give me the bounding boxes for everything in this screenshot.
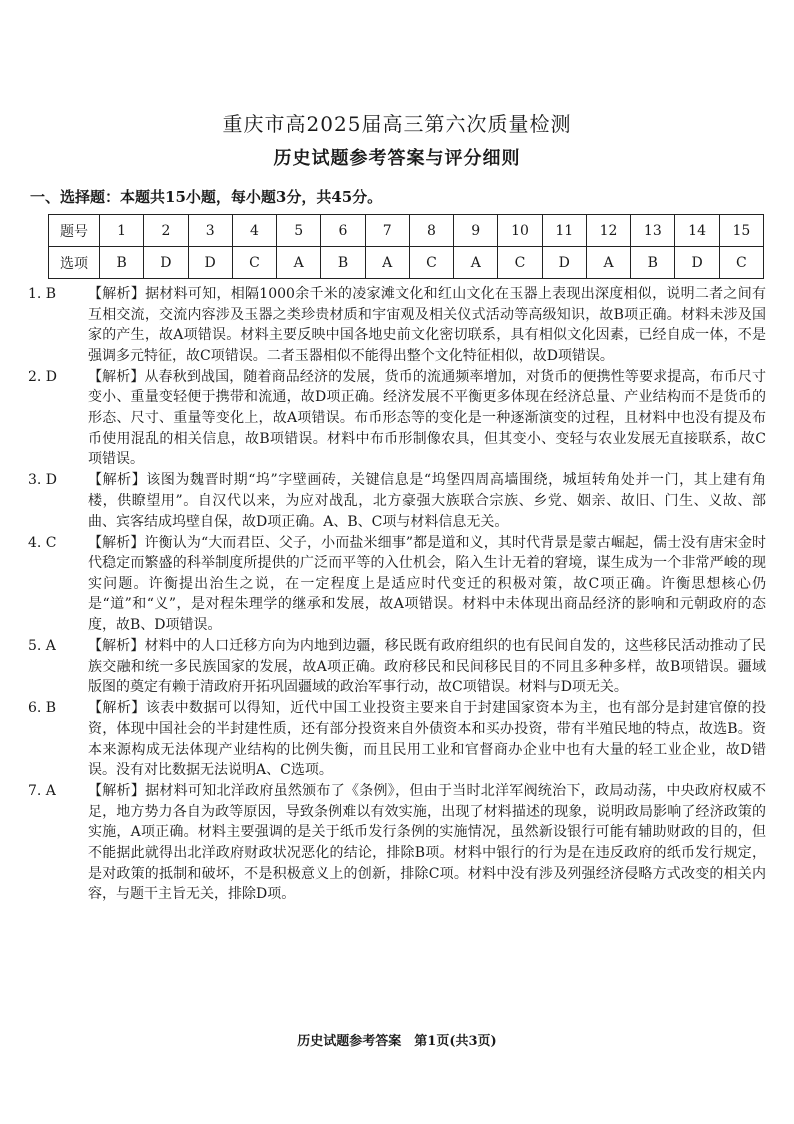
item-text: 【解析】许衡认为“大而君臣、父子，小而盐米细事”都是道和义，其时代背景是蒙古崛起，儒士没有唐宋金时代稳定而繁盛的科举制度所提供的广泛而平等的入仕机会，陷入生计无着的窘境，谋生成为一个非常严峻的现实问题。许衡提出治生之说，在一定程度上是适应时代变迁的积极对策，故C项正确。许衡思想核心仍是“道”和“义”，是对程朱理学的继承和发展，故A项错误。材料中未体现出商品经济的影响和元朝政府的态度，故B、D项错误。	[88, 534, 766, 633]
explanation-item	[28, 284, 766, 366]
item-number: 5. A	[28, 638, 56, 655]
answer-cell: A	[277, 247, 321, 279]
explanation-item	[28, 781, 766, 905]
section-heading: 一、选择题：本题共15小题，每小题3分，共45分。	[30, 188, 383, 206]
question-number-cell: 2	[144, 215, 188, 247]
item-text: 【解析】材料中的人口迁移方向为内地到边疆，移民既有政府组织的也有民间自发的，这些移民活动推动了民族交融和统一多民族国家的发展，故A项正确。政府移民和民间移民目的不同且多种多样，故B项错误。疆域版图的奠定有赖于清政府开拓巩固疆域的政治军事行动，故C项错误。材料与D项无关。	[88, 638, 766, 696]
explanation-item	[28, 533, 766, 636]
item-number: 3. D	[28, 472, 58, 489]
answer-cell: A	[586, 247, 630, 279]
question-number-cell: 11	[542, 215, 586, 247]
answer-cell: B	[321, 247, 365, 279]
answer-cell: C	[409, 247, 453, 279]
answer-cell: A	[365, 247, 409, 279]
item-number: 7. A	[28, 783, 56, 800]
explanation-item	[28, 636, 766, 698]
item-number: 1. B	[28, 286, 57, 302]
answer-cell: D	[542, 247, 586, 279]
explanation-list	[28, 284, 766, 905]
answer-cell: D	[144, 247, 188, 279]
question-number-cell: 8	[409, 215, 453, 247]
answer-cell: C	[232, 247, 276, 279]
item-text: 【解析】据材料可知北洋政府虽然颁布了《条例》，但由于当时北洋军阀统治下，政局动荡，中央政府权威不足，地方势力各自为政等原因，导致条例难以有效实施，出现了材料描述的现象，说明政局影响了经济政策的实施，A项正确。材料主要强调的是关于纸币发行条例的实施情况，虽然新设银行可能有辅助财政的目的，但不能据此就得出北洋政府财政状况恶化的结论，排除B项。材料中银行的行为是在违反政府的纸币发行规定，是对政策的抵制和破坏，不是积极意义上的创新，排除C项。材料中没有涉及列强经济侵略方式改变的相关内容，与题干主旨无关，排除D项。	[88, 783, 766, 903]
explanation-item	[28, 470, 766, 532]
item-text: 【解析】该表中数据可以得知，近代中国工业投资主要来自于封建国家资本为主，也有部分是封建官僚的投资，体现中国社会的半封建性质，还有部分投资来自外债资本和买办投资，带有半殖民地的特点，故选B。资本来源构成无法体现产业结构的比例失衡，而且民用工业和官督商办企业中也有大量的轻工业企业，故D错误。没有对比数据无法说明A、C选项。	[88, 700, 766, 779]
answer-cell: C	[719, 247, 763, 279]
explanation-item	[28, 698, 766, 780]
page-footer: 历史试题参考答案 第1页(共3页)	[297, 1034, 497, 1049]
answer-cell: C	[498, 247, 542, 279]
question-number-row	[49, 215, 764, 247]
question-number-cell: 10	[498, 215, 542, 247]
question-number-cell: 6	[321, 215, 365, 247]
answer-row	[49, 247, 764, 279]
question-number-cell: 7	[365, 215, 409, 247]
answer-cell: D	[188, 247, 232, 279]
item-number: 6. B	[28, 700, 57, 717]
item-text: 【解析】从春秋到战国，随着商品经济的发展，货币的流通频率增加，对货币的便携性等要求提高，布币尺寸变小、重量变轻便于携带和流通，故D项正确。经济发展不平衡更多体现在经济总量、产业结构而不是货币的形态、尺寸、重量等变化上，故A项错误。布币形态等的变化是一种逐渐演变的过程，且材料中也没有提及布币使用混乱的相关信息，故B项错误。材料中布币形制像农具，但其变小、变轻与农业发展无直接联系，故C项错误。	[88, 368, 766, 468]
question-number-cell: 9	[454, 215, 498, 247]
question-number-cell: 1	[100, 215, 144, 247]
row-label-answer: 选项	[49, 247, 100, 279]
question-number-cell: 15	[719, 215, 763, 247]
answer-cell: D	[675, 247, 719, 279]
exam-title: 重庆市高2025届高三第六次质量检测	[222, 112, 572, 136]
answer-cell: B	[631, 247, 675, 279]
explanation-item	[28, 367, 766, 470]
answer-cell: A	[454, 247, 498, 279]
question-number-cell: 12	[586, 215, 630, 247]
item-number: 2. D	[28, 368, 58, 385]
row-label-question-number: 题号	[49, 215, 100, 247]
document-subtitle: 历史试题参考答案与评分细则	[273, 148, 521, 169]
item-text: 【解析】该图为魏晋时期“坞”字壁画砖，关键信息是“坞堡四周高墙围绕，城垣转角处并一门，其上建有角楼，供瞭望用”。自汉代以来，为应对战乱，北方豪强大族联合宗族、乡党、姻亲、故旧、门生、义故、部曲、宾客结成坞壁自保，故D项正确。A、B、C项与材料信息无关。	[88, 472, 766, 530]
question-number-cell: 4	[232, 215, 276, 247]
question-number-cell: 5	[277, 215, 321, 247]
question-number-cell: 13	[631, 215, 675, 247]
question-number-cell: 3	[188, 215, 232, 247]
item-text: 【解析】据材料可知，相隔1000余千米的凌家滩文化和红山文化在玉器上表现出深度相似，说明二者之间有互相交流，交流内容涉及玉器之类珍贵材质和宇宙观及相关仪式活动等高级知识，故B项正确。材料未涉及国家的产生，故A项错误。材料主要反映中国各地史前文化密切联系，具有相似文化因素，已经自成一体，不是强调多元特征，故C项错误。二者玉器相似不能得出整个文化特征相似，故D项错误。	[88, 286, 766, 364]
question-number-cell: 14	[675, 215, 719, 247]
answer-cell: B	[100, 247, 144, 279]
item-number: 4. C	[28, 534, 57, 551]
answer-table	[48, 214, 764, 279]
